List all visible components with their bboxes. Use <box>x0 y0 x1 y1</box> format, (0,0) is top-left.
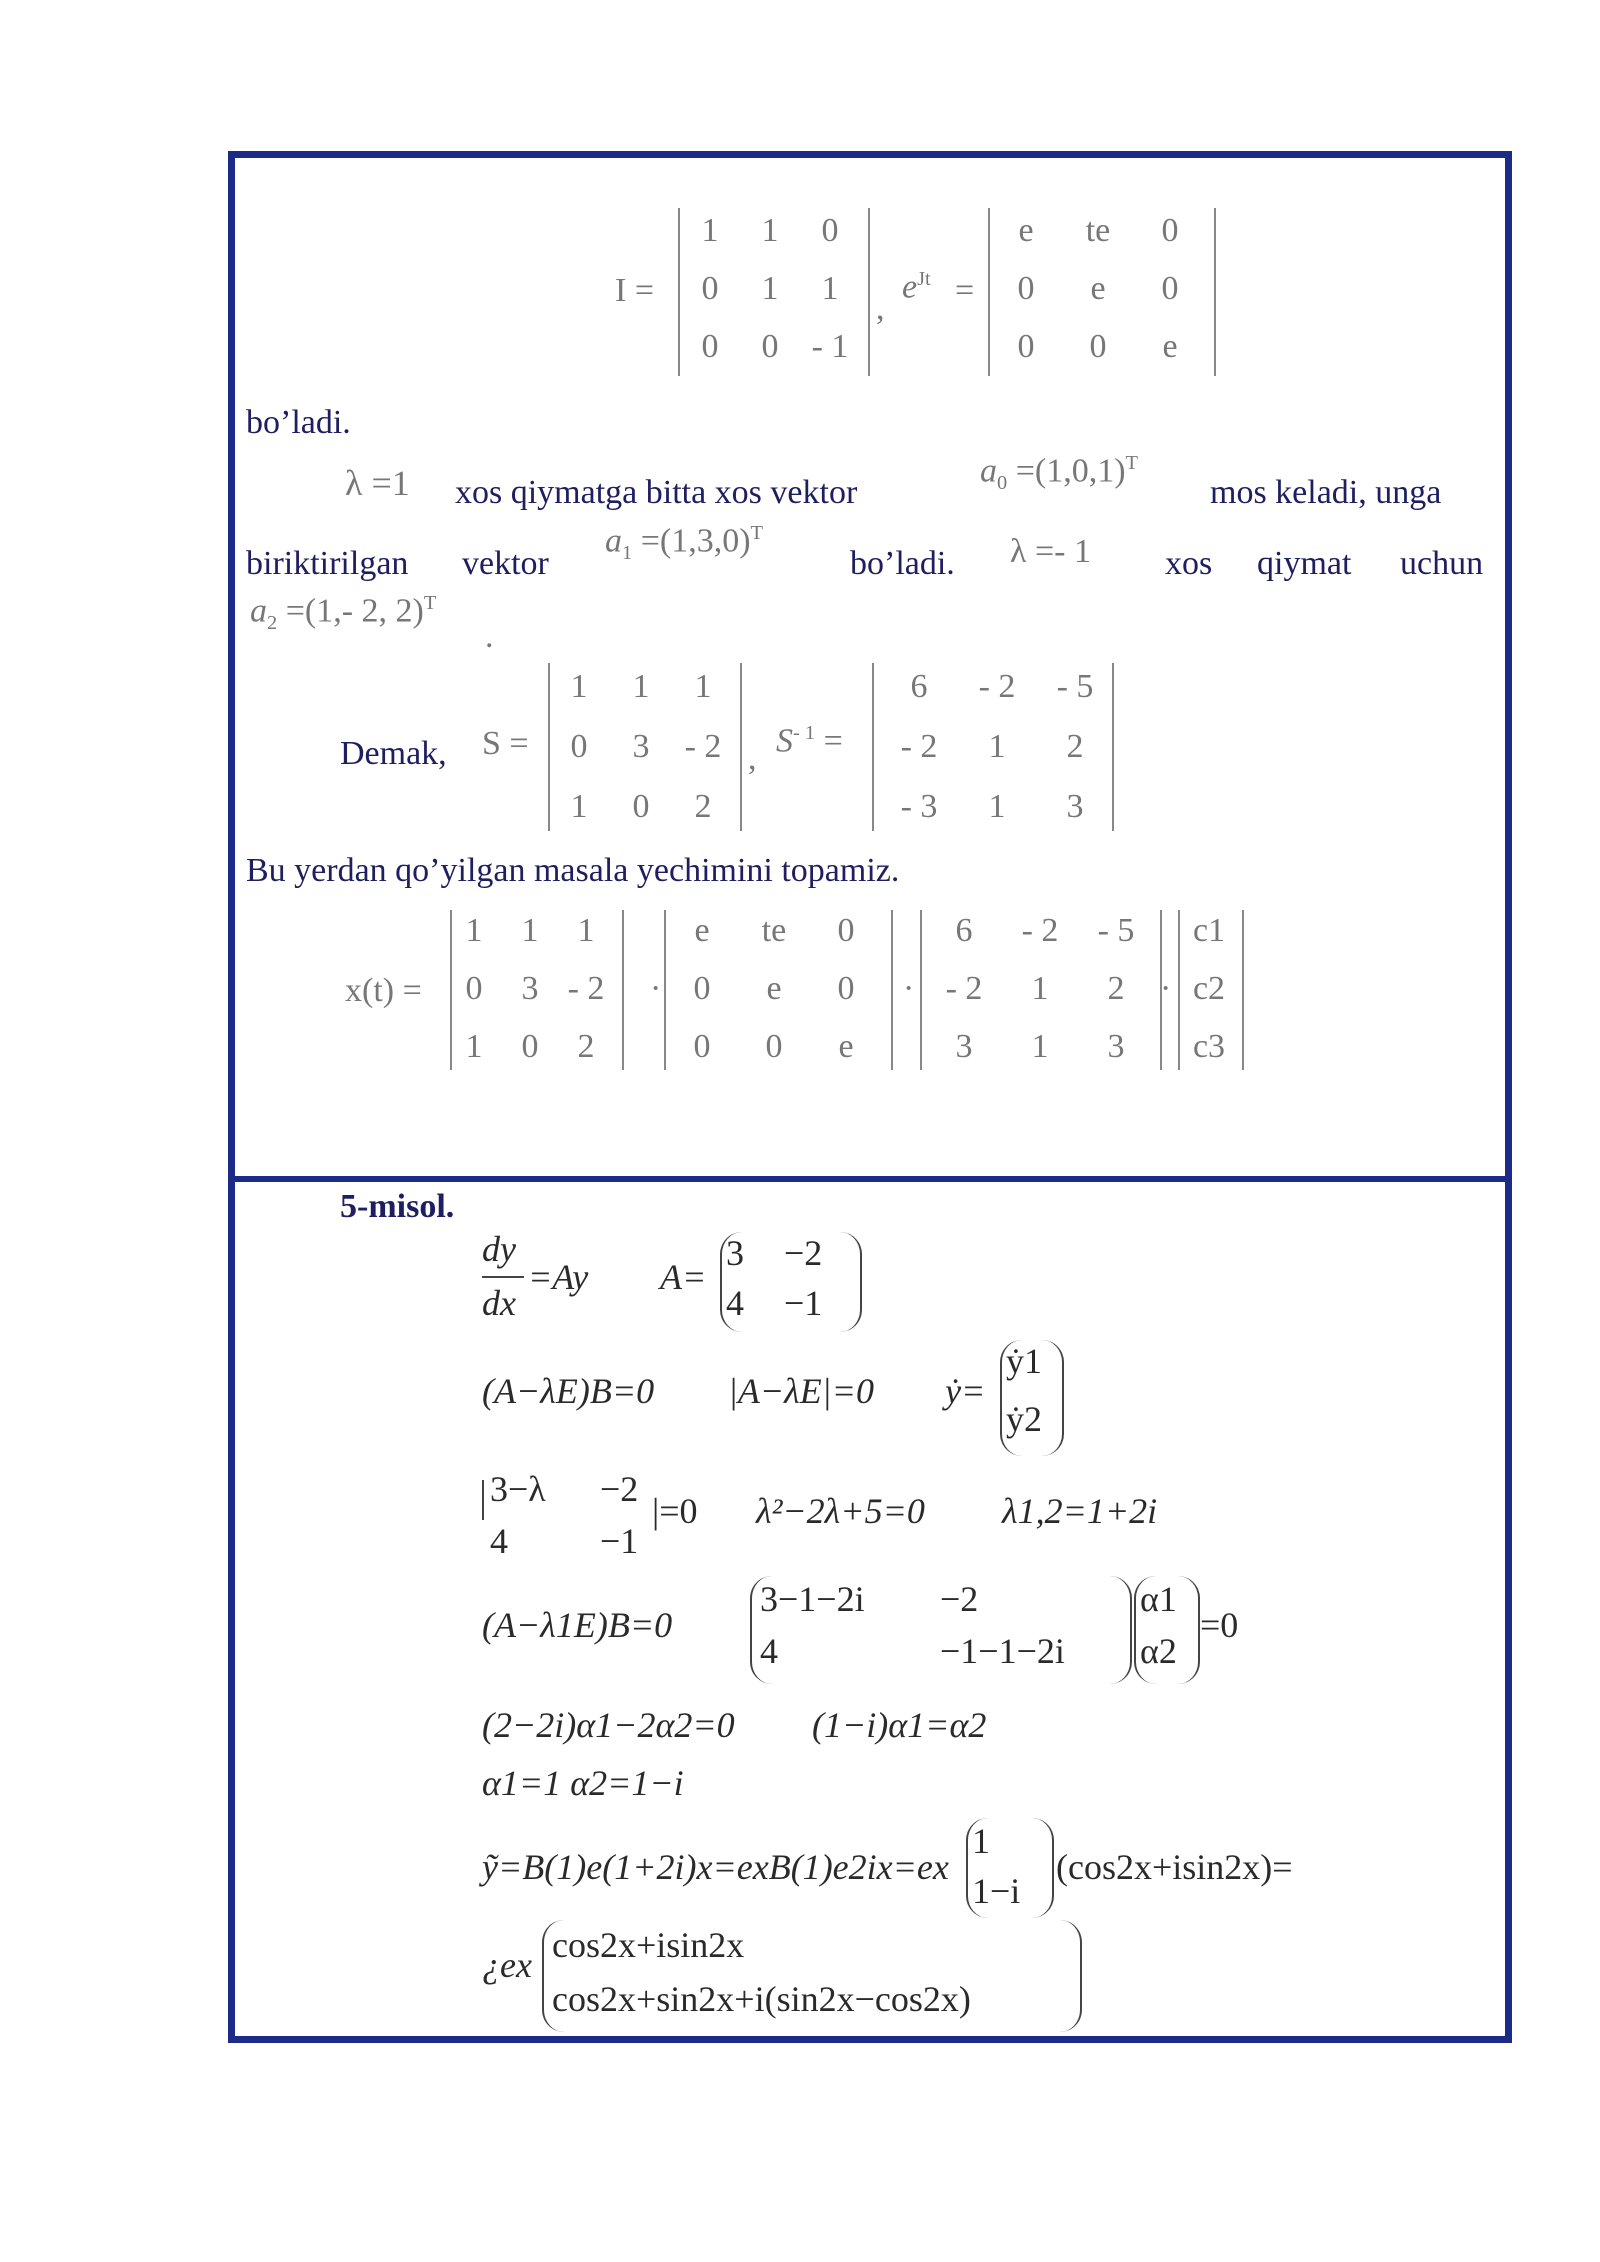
matrix-cell: e <box>1090 270 1106 307</box>
matrix-cell: 0 <box>1017 270 1035 307</box>
matrix-cell: −2 <box>784 1233 823 1273</box>
matrix-cell: 0 <box>693 970 711 1007</box>
eq-char-1: (A−λE)B=0 <box>482 1371 655 1411</box>
section-divider <box>228 1176 1512 1182</box>
matrix-cell: −2 <box>940 1579 979 1619</box>
matrix-cell: 1−i <box>972 1871 1021 1911</box>
matrix-cell: 6 <box>955 912 973 949</box>
matrix-cell: 3 <box>955 1028 973 1065</box>
comma-2: , <box>748 740 757 777</box>
matrix-cell: 0 <box>821 212 839 249</box>
matrix-cell: 3 <box>521 970 539 1007</box>
vector-a2: $a_2 =(1,-$ 2, 2)$^T$ <box>250 592 437 635</box>
matrix-cell: 1 <box>988 788 1006 825</box>
matrix-cell: ẏ2 <box>1006 1399 1042 1439</box>
Sinv-label: $S^{- 1}$ = <box>776 722 843 760</box>
matrix-cell: 4 <box>760 1631 778 1671</box>
matrix-cell: 1 <box>988 728 1006 765</box>
matrix-cell: 0 <box>837 970 855 1007</box>
eq-zero: =0 <box>1200 1605 1239 1645</box>
text-boladi-1: bo’ladi. <box>246 404 351 441</box>
matrix-cell: - 2 <box>1021 912 1059 949</box>
text-vektor: vektor <box>462 545 549 582</box>
text-xos-qiymatga: xos qiymatga bitta xos vektor <box>455 474 858 511</box>
matrix-cell: e <box>1162 328 1178 365</box>
matrix-cell: 1 <box>694 668 712 705</box>
matrix-cell: 0 <box>701 270 719 307</box>
eq-alpha-1: (2−2i)α1−2α2=0 <box>482 1705 735 1745</box>
matrix-cell: 6 <box>910 668 928 705</box>
matrix-cell: cos2x+isin2x <box>552 1925 745 1965</box>
matrix-cell: 1 <box>972 1821 990 1861</box>
matrix-cell: 0 <box>465 970 483 1007</box>
matrix-cell: 1 <box>1031 1028 1049 1065</box>
matrix-cell: te <box>1085 212 1111 249</box>
eq-equals: = <box>955 272 975 309</box>
matrix-cell: 0 <box>701 328 719 365</box>
matrix-cell: e <box>766 970 782 1007</box>
matrix-cell: 3 <box>632 728 650 765</box>
frac-dx: dx <box>482 1283 516 1323</box>
text-bu-yerdan: Bu yerdan qo’yilgan masala yechimini topamiz. <box>246 852 900 889</box>
matrix-cell: 2 <box>1066 728 1084 765</box>
text-xos: xos <box>1165 545 1213 582</box>
matrix-cell: 0 <box>693 1028 711 1065</box>
matrix-cell: 3 <box>1066 788 1084 825</box>
matrix-cell: 3 <box>726 1233 744 1273</box>
eq-y-tilde: ỹ=B(1)e(1+2i)x=exB(1)e2ix=ex <box>482 1847 949 1887</box>
matrix-cell: 0 <box>1161 212 1179 249</box>
matrix-cell: c1 <box>1192 912 1226 949</box>
det-eq-zero: |=0 <box>652 1491 698 1531</box>
dot-1: · <box>650 970 662 1007</box>
text-uchun: uchun <box>1400 545 1484 582</box>
matrix-cell: 2 <box>577 1028 595 1065</box>
matrix-cell: 1 <box>761 212 779 249</box>
matrix-cell: c3 <box>1192 1028 1226 1065</box>
dot-2: · <box>903 970 915 1007</box>
matrix-cell: −2 <box>600 1469 639 1509</box>
matrix-cell: c2 <box>1192 970 1226 1007</box>
dot-3: · <box>1160 970 1172 1007</box>
eq-char-det: |A−λE|=0 <box>728 1371 874 1411</box>
text-mos-keladi: mos keladi, unga <box>1210 474 1442 511</box>
matrix-cell: cos2x+sin2x+i(sin2x−cos2x) <box>552 1979 971 2019</box>
matrix-cell: - 2 <box>945 970 983 1007</box>
matrix-cell: α2 <box>1140 1631 1177 1671</box>
matrix-cell: −1 <box>784 1283 823 1323</box>
text-boladi-2: bo’ladi. <box>850 545 955 582</box>
S-label: S = <box>482 725 529 762</box>
A-label: A= <box>660 1257 707 1297</box>
matrix-cell: 1 <box>570 668 588 705</box>
matrix-cell: e <box>838 1028 854 1065</box>
matrix-cell: ẏ1 <box>1006 1341 1042 1381</box>
matrix-cell: - 5 <box>1097 912 1135 949</box>
matrix-cell: - 2 <box>684 728 722 765</box>
matrix-cell: - 2 <box>978 668 1016 705</box>
matrix-cell: 0 <box>1161 270 1179 307</box>
eq-e-label: $e^{Jt}$ <box>902 268 931 306</box>
matrix-cell: e <box>694 912 710 949</box>
matrix-cell: 4 <box>490 1521 508 1561</box>
char-poly: λ²−2λ+5=0 <box>756 1491 925 1531</box>
matrix-cell: 3−1−2i <box>760 1579 865 1619</box>
matrix-cell: α1 <box>1140 1579 1177 1619</box>
eq-I-label: I = <box>615 272 654 309</box>
matrix-cell: 0 <box>1017 328 1035 365</box>
text-qiymat: qiymat <box>1257 545 1352 582</box>
example-title: 5-misol. <box>340 1188 455 1225</box>
eq-Ay: =Ay <box>528 1257 589 1297</box>
matrix-cell: te <box>761 912 787 949</box>
comma: , <box>876 290 885 327</box>
matrix-cell: 1 <box>577 912 595 949</box>
eigenvalues: λ1,2=1+2i <box>1002 1491 1158 1531</box>
matrix-cell: - 2 <box>900 728 938 765</box>
matrix-cell: 0 <box>570 728 588 765</box>
matrix-cell: - 2 <box>567 970 605 1007</box>
alpha-values: α1=1 α2=1−i <box>482 1763 684 1803</box>
lambda-1: λ =1 <box>345 463 410 503</box>
matrix-cell: 0 <box>765 1028 783 1065</box>
matrix-cell: 0 <box>837 912 855 949</box>
det-bar-left <box>482 1480 484 1520</box>
page-frame <box>228 151 1512 2043</box>
matrix-cell: 0 <box>1089 328 1107 365</box>
eq-alpha-2: (1−i)α1=α2 <box>812 1705 987 1745</box>
frac-bar <box>482 1276 524 1278</box>
x-label: x(t) = <box>345 972 422 1009</box>
matrix-cell: 1 <box>465 1028 483 1065</box>
matrix-cell: e <box>1018 212 1034 249</box>
vector-a0: $a_0 =(1,0,1)^T$ <box>980 452 1138 495</box>
matrix-cell: 0 <box>761 328 779 365</box>
matrix-cell: 1 <box>465 912 483 949</box>
matrix-cell: - 5 <box>1056 668 1094 705</box>
matrix-cell: 0 <box>632 788 650 825</box>
eq-ex: ¿ex <box>482 1945 532 1985</box>
text-demak: Demak, <box>340 735 447 772</box>
eq-cos-sin: (cos2x+isin2x)= <box>1056 1847 1293 1887</box>
vector-a1: $a_1 =(1,3,0)^T$ <box>605 522 763 565</box>
matrix-cell: −1−1−2i <box>940 1631 1065 1671</box>
eq-lambda1: (A−λ1E)B=0 <box>482 1605 673 1645</box>
period: . <box>485 618 494 655</box>
matrix-cell: 0 <box>521 1028 539 1065</box>
frac-dy: dy <box>482 1229 516 1269</box>
matrix-cell: - 3 <box>900 788 938 825</box>
matrix-cell: 1 <box>701 212 719 249</box>
matrix-cell: 1 <box>632 668 650 705</box>
matrix-cell: −1 <box>600 1521 639 1561</box>
matrix-cell: 4 <box>726 1283 744 1323</box>
matrix-cell: - 1 <box>811 328 849 365</box>
matrix-cell: 2 <box>694 788 712 825</box>
lambda-2: λ =- 1 <box>1010 533 1091 570</box>
matrix-cell: 1 <box>1031 970 1049 1007</box>
matrix-cell: 1 <box>821 270 839 307</box>
text-biriktirilgan: biriktirilgan <box>246 545 409 582</box>
matrix-cell: 1 <box>521 912 539 949</box>
matrix-cell: 1 <box>761 270 779 307</box>
matrix-cell: 3−λ <box>490 1469 546 1509</box>
y-dot-label: ẏ= <box>945 1371 986 1411</box>
matrix-cell: 2 <box>1107 970 1125 1007</box>
matrix-cell: 3 <box>1107 1028 1125 1065</box>
matrix-cell: 1 <box>570 788 588 825</box>
